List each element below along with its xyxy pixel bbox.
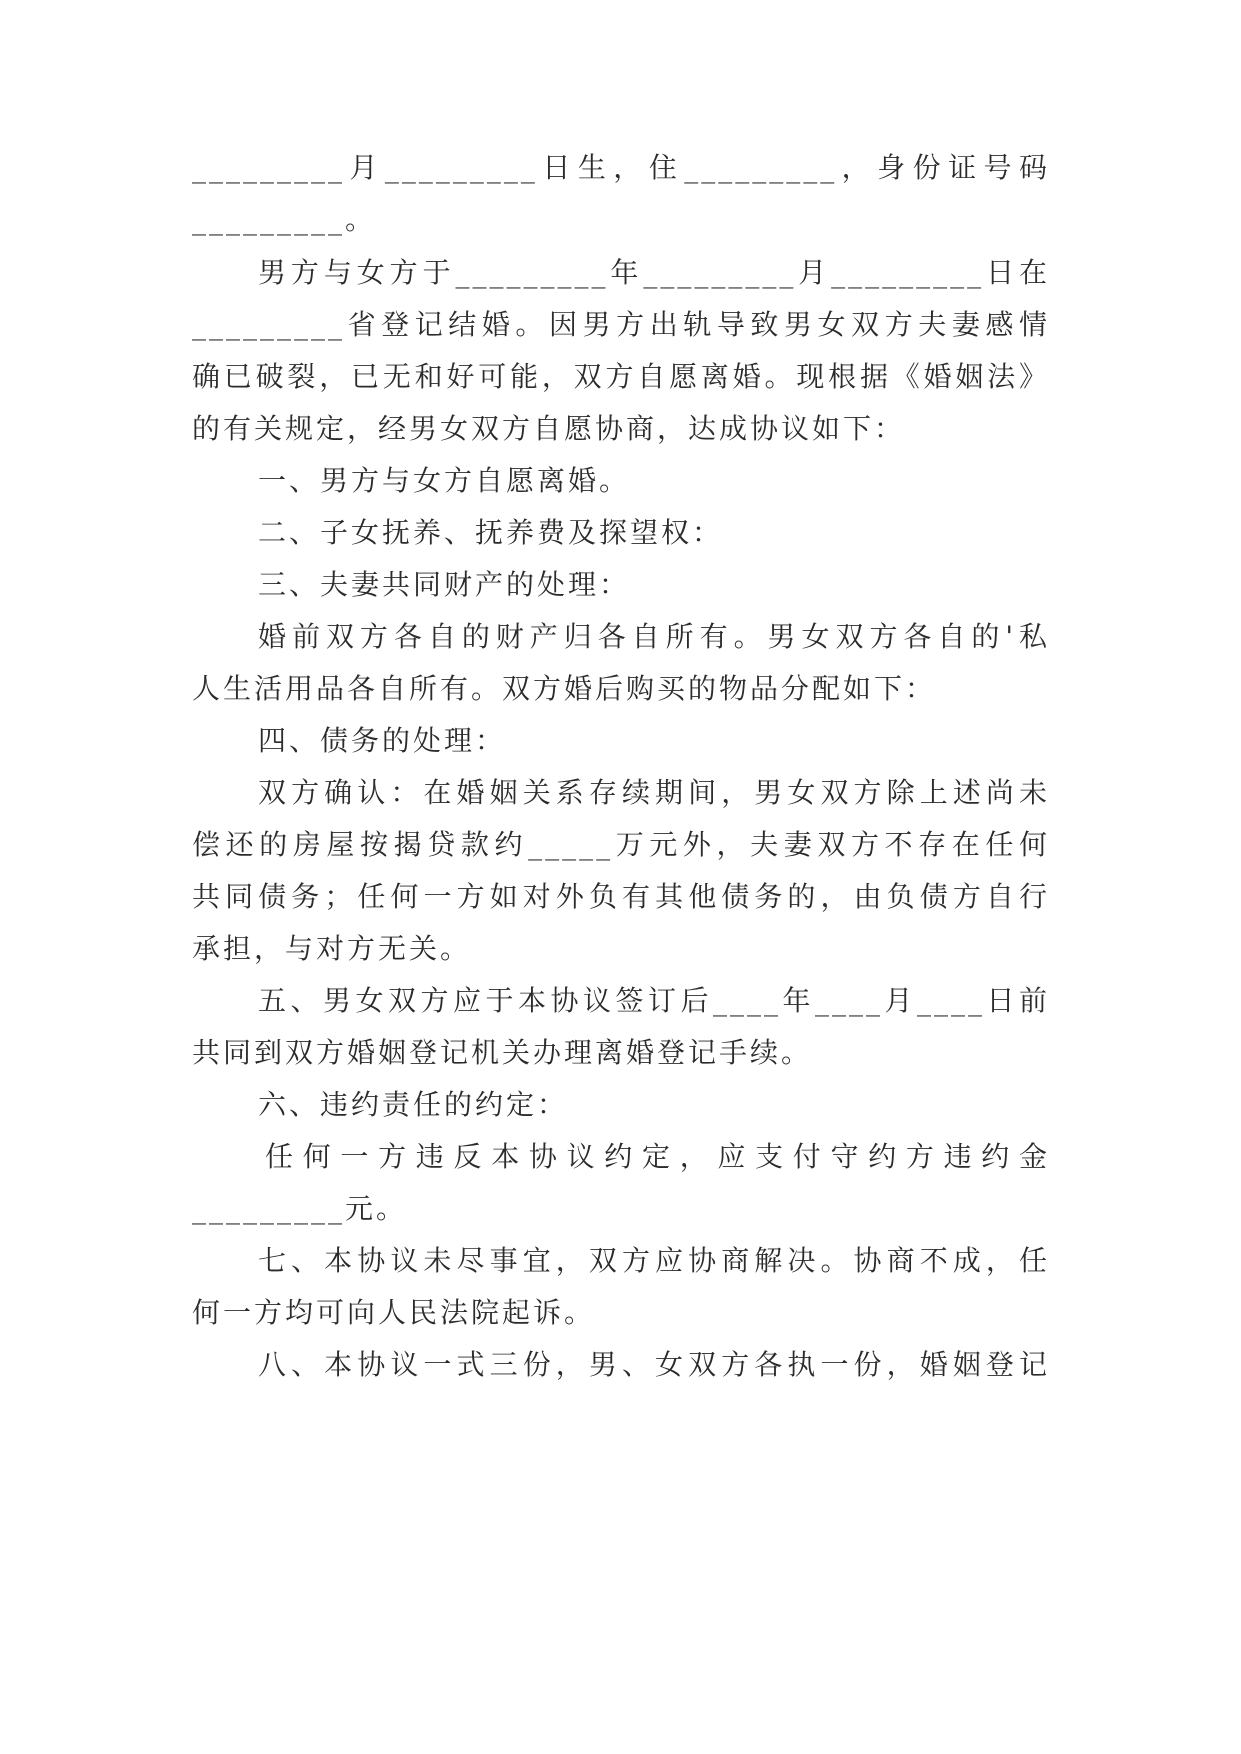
text-line: 何一方均可向人民法院起诉。 bbox=[192, 1296, 596, 1329]
clause-heading: 四、债务的处理： bbox=[258, 724, 507, 757]
text-line: _________元。 bbox=[192, 1192, 408, 1225]
text-line: 确已破裂，已无和好可能，双方自愿离婚。现根据《婚姻法》 bbox=[192, 360, 1050, 393]
text-line: 男方与女方于_________年_________月_________日在 bbox=[258, 256, 1050, 289]
text-line: 的有关规定，经男女双方自愿协商，达成协议如下： bbox=[192, 412, 906, 445]
text-line: 七、本协议未尽事宜，双方应协商解决。协商不成，任 bbox=[258, 1244, 1050, 1277]
text-line: 任何一方违反本协议约定，应支付守约方违约金 bbox=[265, 1140, 1050, 1173]
clause-heading: 二、子女抚养、抚养费及探望权： bbox=[258, 516, 724, 549]
text-line: 婚前双方各自的财产归各自所有。男女双方各自的'私 bbox=[258, 620, 1050, 653]
clause-heading: 六、违约责任的约定： bbox=[258, 1088, 569, 1121]
clause-heading: 三、夫妻共同财产的处理： bbox=[258, 568, 631, 601]
text-line: 偿还的房屋按揭贷款约_____万元外，夫妻双方不存在任何 bbox=[192, 828, 1050, 861]
text-line: 五、男女双方应于本协议签订后____年____月____日前 bbox=[258, 984, 1050, 1017]
text-line: 人生活用品各自所有。双方婚后购买的物品分配如下： bbox=[192, 672, 937, 705]
text-line: _________月_________日生，住_________，身份证号码 bbox=[192, 151, 1050, 184]
text-line: 双方确认：在婚姻关系存续期间，男女双方除上述尚未 bbox=[258, 776, 1050, 809]
text-line: 共同债务；任何一方如对外负有其他债务的，由负债方自行 bbox=[192, 880, 1050, 913]
text-line: 承担，与对方无关。 bbox=[192, 932, 472, 965]
text-line: _________。 bbox=[192, 203, 377, 236]
text-line: 八、本协议一式三份，男、女双方各执一份，婚姻登记 bbox=[258, 1348, 1050, 1381]
clause-heading: 一、男方与女方自愿离婚。 bbox=[258, 464, 631, 497]
text-line: _________省登记结婚。因男方出轨导致男女双方夫妻感情 bbox=[192, 308, 1050, 341]
text-line: 共同到双方婚姻登记机关办理离婚登记手续。 bbox=[192, 1036, 813, 1069]
